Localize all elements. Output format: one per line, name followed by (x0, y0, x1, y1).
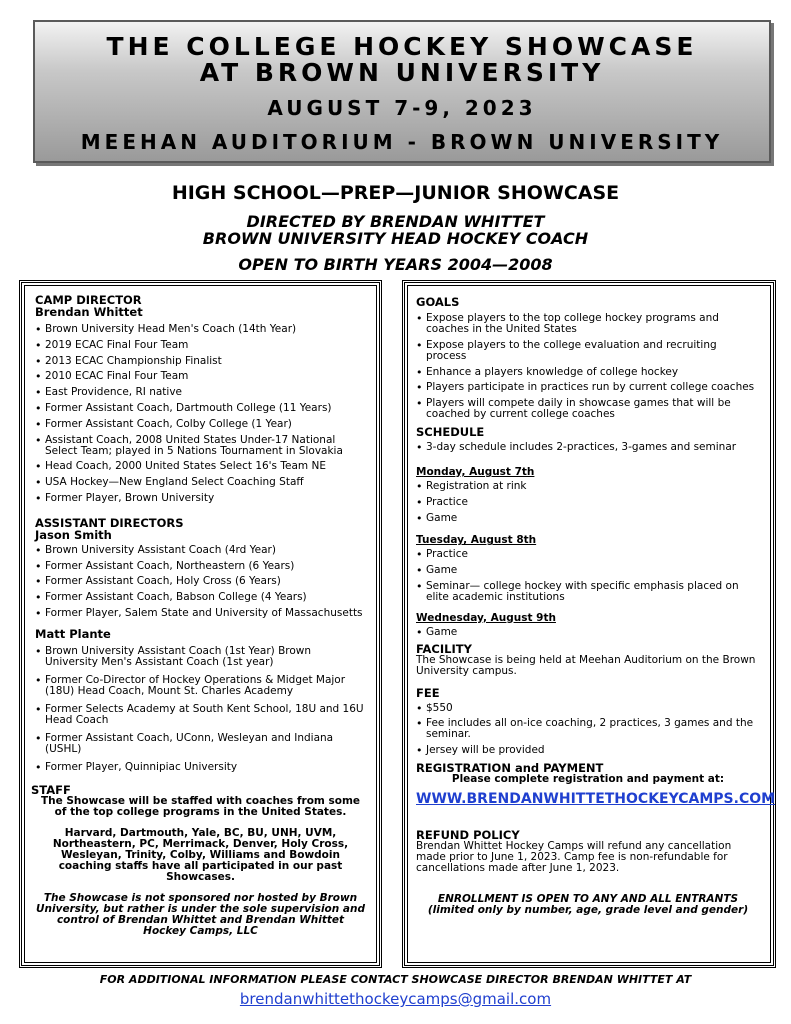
camp-director-heading: CAMP DIRECTOR (35, 293, 142, 307)
fee-list (416, 703, 760, 757)
enrollment-line2: (limited only by number, age, grade level and gender) (427, 904, 749, 917)
director-credit (0, 213, 791, 247)
left-info-box (21, 282, 380, 966)
list-item: • Brown University Assistant Coach (1st Year) Brown University Men's Assistant Coach (1st year) (35, 646, 366, 668)
refund-heading: REFUND POLICY (416, 828, 520, 843)
registration-text: Please complete registration and payment at: (451, 773, 725, 786)
banner-venue: MEEHAN AUDITORIUM - BROWN UNIVERSITY (80, 130, 724, 154)
list-item: • Game (416, 513, 760, 524)
list-item: • Expose players to the college evaluation and recruiting process (416, 340, 760, 362)
right-info-box (404, 282, 774, 966)
list-item: • 2013 ECAC Championship Finalist (35, 356, 366, 367)
wednesday-list (416, 627, 760, 638)
camp-director-name: Brendan Whittet (35, 305, 143, 319)
enrollment-line1: ENROLLMENT IS OPEN TO ANY AND ALL ENTRANTS (437, 893, 739, 906)
list-item: • Game (416, 565, 760, 576)
directed-by: DIRECTED BY BRENDAN WHITTET (246, 212, 545, 231)
list-item: • Fee includes all on-ice coaching, 2 practices, 3 games and the seminar. (416, 718, 760, 740)
sponsorship-disclaimer: The Showcase is not sponsored nor hosted by Brown University, but rather is under the sole supervision and control of Brendan Whittet and Brendan Whittet Hockey Camps, LLC (36, 891, 365, 937)
goals-list (416, 313, 760, 420)
list-item: • Former Player, Brown University (35, 493, 366, 504)
footer-info: FOR ADDITIONAL INFORMATION PLEASE CONTACT SHOWCASE DIRECTOR BRENDAN WHITTET AT (99, 973, 692, 986)
showcase-subtitle: HIGH SCHOOL—PREP—JUNIOR SHOWCASE (171, 182, 620, 204)
tuesday-list (416, 549, 760, 603)
list-item: • Players will compete daily in showcase games that will be coached by current college coaches (416, 398, 760, 420)
list-item: • Expose players to the top college hockey programs and coaches in the United States (416, 313, 760, 335)
refund-text: Brendan Whittet Hockey Camps will refund any cancellation made prior to June 1, 2023. Camp fee is non-refundable for cancellations made after June 1, 2023. (416, 840, 732, 875)
registration-heading: REGISTRATION and PAYMENT (416, 761, 604, 776)
list-item: • Brown University Head Men's Coach (14th Year) (35, 324, 366, 335)
monday-list (416, 481, 760, 524)
assistant1-list (35, 545, 366, 619)
banner-title-line2: AT BROWN UNIVERSITY (199, 58, 605, 87)
facility-text: The Showcase is being held at Meehan Auditorium on the Brown University campus. (416, 653, 756, 677)
list-item: • 2010 ECAC Final Four Team (35, 371, 366, 382)
list-item: • $550 (416, 703, 760, 714)
list-item: • Jersey will be provided (416, 745, 760, 756)
list-item: • Former Assistant Coach, Dartmouth College (11 Years) (35, 403, 366, 414)
schedule-heading: SCHEDULE (416, 425, 485, 440)
list-item: • Brown University Assistant Coach (4rd Year) (35, 545, 366, 556)
list-item: • East Providence, RI native (35, 387, 366, 398)
schedule-list (416, 442, 760, 453)
list-item: • Former Player, Salem State and University of Massachusetts (35, 608, 366, 619)
monday-heading: Monday, August 7th (416, 465, 535, 478)
staff-schools: Harvard, Dartmouth, Yale, BC, BU, UNH, UVM, Northeastern, PC, Merrimack, Denver, Holy Cross, Wesleyan, Trinity, Colby, Williams and Bowdoin coaching staffs have all participated in our past Showcases. (52, 826, 349, 883)
staff-heading: STAFF (31, 782, 71, 797)
list-item: • Head Coach, 2000 United States Select 16's Team NE (35, 461, 366, 472)
facility-heading: FACILITY (416, 641, 472, 656)
banner-dates: AUGUST 7-9, 2023 (267, 96, 537, 120)
birth-years: OPEN TO BIRTH YEARS 2004—2008 (238, 255, 553, 274)
banner-title-line1: THE COLLEGE HOCKEY SHOWCASE (106, 32, 698, 61)
tuesday-heading: Tuesday, August 8th (416, 534, 537, 547)
list-item: • Former Assistant Coach, Northeastern (6 Years) (35, 561, 366, 572)
list-item: • Former Player, Quinnipiac University (35, 762, 366, 773)
list-item: • Registration at rink (416, 481, 760, 492)
list-item: • Practice (416, 497, 760, 508)
list-item: • Seminar— college hockey with specific emphasis placed on elite academic institutions (416, 581, 760, 603)
list-item: • 2019 ECAC Final Four Team (35, 340, 366, 351)
list-item: • Former Assistant Coach, Babson College (4 Years) (35, 592, 366, 603)
head-coach-title: BROWN UNIVERSITY HEAD HOCKEY COACH (202, 229, 589, 248)
contact-email-link[interactable]: brendanwhittethockeycamps@gmail.com (239, 990, 552, 1008)
list-item: • Former Co-Director of Hockey Operations & Midget Major (18U) Head Coach, Mount St. Charles Academy (35, 675, 366, 697)
assistant2-list (35, 646, 366, 773)
list-item: • 3-day schedule includes 2-practices, 3-games and seminar (416, 442, 760, 453)
list-item: • Game (416, 627, 760, 638)
list-item: • USA Hockey—New England Select Coaching Staff (35, 477, 366, 488)
list-item: • Former Assistant Coach, Holy Cross (6 Years) (35, 576, 366, 587)
list-item: • Assistant Coach, 2008 United States Under-17 National Select Team; played in 5 Nations Tournament in Slovakia (35, 435, 366, 457)
goals-heading: GOALS (416, 295, 460, 309)
registration-website-link[interactable]: WWW.BRENDANWHITTETHOCKEYCAMPS.COM (416, 791, 776, 808)
list-item: • Practice (416, 549, 760, 560)
list-item: • Players participate in practices run by current college coaches (416, 382, 760, 393)
staff-intro: The Showcase will be staffed with coaches from some of the top college programs in the United States. (40, 794, 361, 818)
list-item: • Former Selects Academy at South Kent School, 18U and 16U Head Coach (35, 704, 366, 726)
camp-director-list (35, 324, 366, 504)
assistant2-name: Matt Plante (35, 626, 111, 641)
assistant1-name: Jason Smith (35, 527, 112, 542)
assistant-directors-heading: ASSISTANT DIRECTORS (35, 515, 184, 530)
wednesday-heading: Wednesday, August 9th (416, 611, 556, 624)
title-banner (33, 20, 771, 163)
fee-heading: FEE (416, 685, 440, 700)
list-item: • Former Assistant Coach, UConn, Wesleyan and Indiana (USHL) (35, 733, 366, 755)
list-item: • Enhance a players knowledge of college hockey (416, 367, 760, 378)
list-item: • Former Assistant Coach, Colby College (1 Year) (35, 419, 366, 430)
